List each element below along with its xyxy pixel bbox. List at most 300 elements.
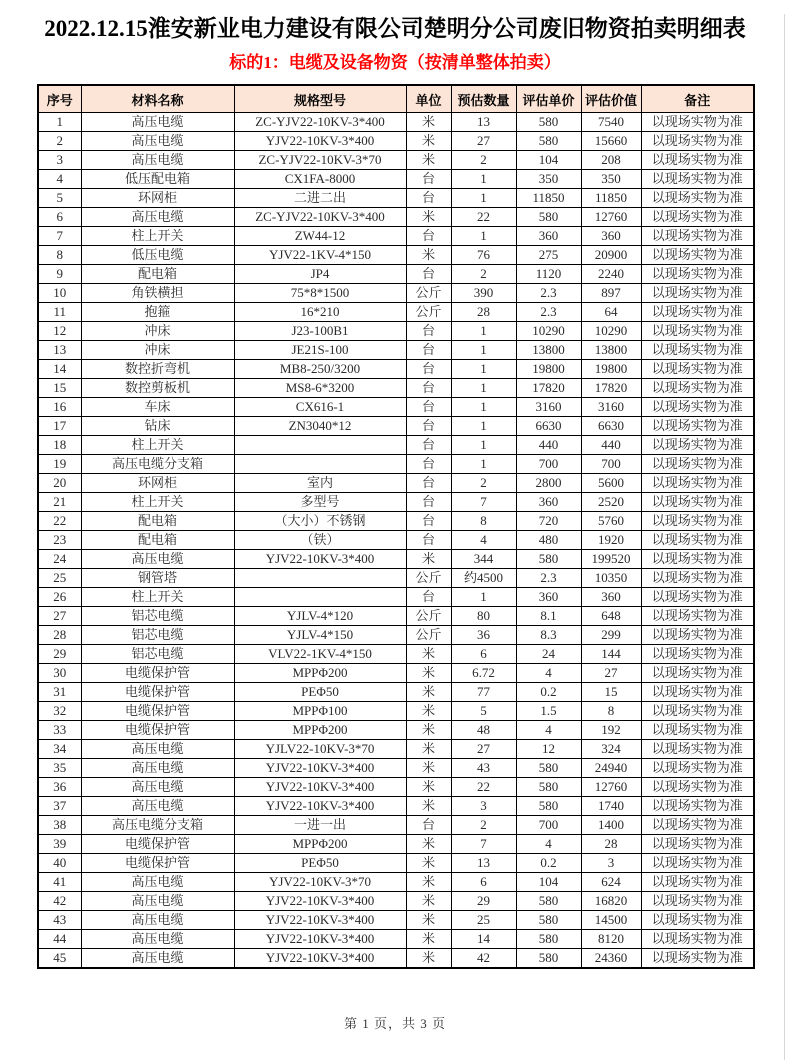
cell-value: 1400 bbox=[581, 816, 641, 835]
cell-spec: CX616-1 bbox=[234, 398, 406, 417]
cell-value: 1740 bbox=[581, 797, 641, 816]
cell-qty: 22 bbox=[451, 208, 516, 227]
cell-qty: 1 bbox=[451, 455, 516, 474]
table-row bbox=[38, 607, 754, 626]
cell-price: 2.3 bbox=[516, 303, 581, 322]
cell-value: 7540 bbox=[581, 113, 641, 132]
table-row bbox=[38, 664, 754, 683]
cell-no: 27 bbox=[38, 607, 81, 626]
cell-no: 13 bbox=[38, 341, 81, 360]
cell-spec: MPPΦ200 bbox=[234, 721, 406, 740]
cell-unit: 台 bbox=[406, 531, 451, 550]
cell-value: 12760 bbox=[581, 208, 641, 227]
cell-name: 数控折弯机 bbox=[81, 360, 234, 379]
cell-spec: YJLV-4*120 bbox=[234, 607, 406, 626]
cell-note: 以现场实物为准 bbox=[641, 151, 754, 170]
cell-value: 20900 bbox=[581, 246, 641, 265]
cell-value: 350 bbox=[581, 170, 641, 189]
cell-note: 以现场实物为准 bbox=[641, 569, 754, 588]
table-row bbox=[38, 360, 754, 379]
cell-qty: 25 bbox=[451, 911, 516, 930]
page-title: 2022.12.15淮安新业电力建设有限公司楚明分公司废旧物资拍卖明细表 bbox=[44, 16, 746, 41]
cell-value: 10350 bbox=[581, 569, 641, 588]
cell-price: 580 bbox=[516, 132, 581, 151]
cell-unit: 米 bbox=[406, 664, 451, 683]
cell-qty: 2 bbox=[451, 474, 516, 493]
cell-name: 钻床 bbox=[81, 417, 234, 436]
cell-spec: ZC-YJV22-10KV-3*400 bbox=[234, 113, 406, 132]
table-row bbox=[38, 759, 754, 778]
cell-spec: JE21S-100 bbox=[234, 341, 406, 360]
table-row bbox=[38, 949, 754, 969]
cell-name: 低压电缆 bbox=[81, 246, 234, 265]
cell-price: 580 bbox=[516, 797, 581, 816]
cell-value: 2520 bbox=[581, 493, 641, 512]
cell-value: 11850 bbox=[581, 189, 641, 208]
cell-name: 高压电缆分支箱 bbox=[81, 455, 234, 474]
cell-spec: ZC-YJV22-10KV-3*400 bbox=[234, 208, 406, 227]
cell-price: 440 bbox=[516, 436, 581, 455]
cell-no: 8 bbox=[38, 246, 81, 265]
table-row bbox=[38, 398, 754, 417]
cell-spec: YJV22-10KV-3*400 bbox=[234, 550, 406, 569]
table-row bbox=[38, 474, 754, 493]
cell-qty: 22 bbox=[451, 778, 516, 797]
table-row bbox=[38, 436, 754, 455]
cell-value: 360 bbox=[581, 227, 641, 246]
cell-qty: 6 bbox=[451, 645, 516, 664]
cell-unit: 米 bbox=[406, 740, 451, 759]
cell-qty: 48 bbox=[451, 721, 516, 740]
cell-name: 角铁横担 bbox=[81, 284, 234, 303]
cell-value: 324 bbox=[581, 740, 641, 759]
cell-value: 13800 bbox=[581, 341, 641, 360]
cell-unit: 台 bbox=[406, 341, 451, 360]
cell-qty: 28 bbox=[451, 303, 516, 322]
cell-note: 以现场实物为准 bbox=[641, 721, 754, 740]
cell-note: 以现场实物为准 bbox=[641, 873, 754, 892]
column-header: 规格型号 bbox=[234, 85, 406, 113]
cell-spec: 室内 bbox=[234, 474, 406, 493]
cell-note: 以现场实物为准 bbox=[641, 588, 754, 607]
cell-spec: YJLV22-10KV-3*70 bbox=[234, 740, 406, 759]
cell-qty: 344 bbox=[451, 550, 516, 569]
cell-unit: 台 bbox=[406, 398, 451, 417]
cell-name: 车床 bbox=[81, 398, 234, 417]
cell-unit: 米 bbox=[406, 683, 451, 702]
cell-name: 高压电缆 bbox=[81, 949, 234, 969]
cell-no: 35 bbox=[38, 759, 81, 778]
cell-unit: 米 bbox=[406, 246, 451, 265]
cell-name: 配电箱 bbox=[81, 265, 234, 284]
cell-qty: 约4500 bbox=[451, 569, 516, 588]
cell-no: 31 bbox=[38, 683, 81, 702]
cell-price: 104 bbox=[516, 873, 581, 892]
cell-value: 5600 bbox=[581, 474, 641, 493]
cell-unit: 台 bbox=[406, 189, 451, 208]
cell-name: 柱上开关 bbox=[81, 227, 234, 246]
cell-qty: 14 bbox=[451, 930, 516, 949]
subtitle: 标的1：电缆及设备物资（按清单整体拍卖） bbox=[229, 53, 561, 72]
table-row bbox=[38, 113, 754, 132]
cell-unit: 米 bbox=[406, 132, 451, 151]
cell-qty: 1 bbox=[451, 227, 516, 246]
cell-unit: 台 bbox=[406, 588, 451, 607]
table-row bbox=[38, 873, 754, 892]
cell-spec: 多型号 bbox=[234, 493, 406, 512]
cell-no: 1 bbox=[38, 113, 81, 132]
cell-price: 580 bbox=[516, 208, 581, 227]
cell-no: 22 bbox=[38, 512, 81, 531]
cell-spec: YJV22-10KV-3*400 bbox=[234, 797, 406, 816]
cell-no: 40 bbox=[38, 854, 81, 873]
table-row bbox=[38, 303, 754, 322]
cell-note: 以现场实物为准 bbox=[641, 702, 754, 721]
cell-note: 以现场实物为准 bbox=[641, 208, 754, 227]
cell-no: 45 bbox=[38, 949, 81, 969]
cell-note: 以现场实物为准 bbox=[641, 227, 754, 246]
cell-qty: 1 bbox=[451, 322, 516, 341]
cell-no: 26 bbox=[38, 588, 81, 607]
cell-unit: 台 bbox=[406, 227, 451, 246]
table-row bbox=[38, 322, 754, 341]
cell-unit: 台 bbox=[406, 379, 451, 398]
cell-qty: 27 bbox=[451, 132, 516, 151]
cell-price: 2.3 bbox=[516, 284, 581, 303]
cell-qty: 2 bbox=[451, 816, 516, 835]
cell-no: 42 bbox=[38, 892, 81, 911]
cell-qty: 3 bbox=[451, 797, 516, 816]
cell-qty: 27 bbox=[451, 740, 516, 759]
cell-note: 以现场实物为准 bbox=[641, 360, 754, 379]
cell-spec: ZW44-12 bbox=[234, 227, 406, 246]
column-header: 序号 bbox=[38, 85, 81, 113]
cell-price: 700 bbox=[516, 816, 581, 835]
cell-unit: 米 bbox=[406, 113, 451, 132]
cell-note: 以现场实物为准 bbox=[641, 436, 754, 455]
cell-unit: 米 bbox=[406, 854, 451, 873]
table-row bbox=[38, 170, 754, 189]
cell-name: 高压电缆 bbox=[81, 132, 234, 151]
cell-spec: ZC-YJV22-10KV-3*70 bbox=[234, 151, 406, 170]
cell-spec: （大小）不锈钢 bbox=[234, 512, 406, 531]
table-row bbox=[38, 227, 754, 246]
cell-unit: 米 bbox=[406, 208, 451, 227]
table-row bbox=[38, 265, 754, 284]
cell-no: 5 bbox=[38, 189, 81, 208]
cell-no: 10 bbox=[38, 284, 81, 303]
cell-spec: JP4 bbox=[234, 265, 406, 284]
cell-value: 14500 bbox=[581, 911, 641, 930]
cell-qty: 390 bbox=[451, 284, 516, 303]
table-row bbox=[38, 151, 754, 170]
cell-spec: CX1FA-8000 bbox=[234, 170, 406, 189]
cell-value: 199520 bbox=[581, 550, 641, 569]
cell-unit: 米 bbox=[406, 892, 451, 911]
cell-price: 11850 bbox=[516, 189, 581, 208]
cell-note: 以现场实物为准 bbox=[641, 550, 754, 569]
cell-value: 299 bbox=[581, 626, 641, 645]
cell-qty: 1 bbox=[451, 417, 516, 436]
table-row bbox=[38, 550, 754, 569]
cell-no: 24 bbox=[38, 550, 81, 569]
cell-spec: YJV22-10KV-3*400 bbox=[234, 778, 406, 797]
cell-name: 电缆保护管 bbox=[81, 721, 234, 740]
cell-unit: 米 bbox=[406, 645, 451, 664]
table-row bbox=[38, 854, 754, 873]
cell-value: 17820 bbox=[581, 379, 641, 398]
cell-name: 冲床 bbox=[81, 341, 234, 360]
cell-price: 4 bbox=[516, 664, 581, 683]
table-row bbox=[38, 835, 754, 854]
cell-note: 以现场实物为准 bbox=[641, 303, 754, 322]
cell-spec: YJV22-10KV-3*400 bbox=[234, 759, 406, 778]
cell-note: 以现场实物为准 bbox=[641, 892, 754, 911]
cell-price: 350 bbox=[516, 170, 581, 189]
cell-unit: 台 bbox=[406, 455, 451, 474]
table-row bbox=[38, 797, 754, 816]
cell-value: 15660 bbox=[581, 132, 641, 151]
cell-no: 20 bbox=[38, 474, 81, 493]
cell-price: 13800 bbox=[516, 341, 581, 360]
cell-note: 以现场实物为准 bbox=[641, 911, 754, 930]
cell-name: 电缆保护管 bbox=[81, 683, 234, 702]
cell-value: 16820 bbox=[581, 892, 641, 911]
cell-qty: 1 bbox=[451, 398, 516, 417]
column-header: 评估价值 bbox=[581, 85, 641, 113]
cell-value: 8120 bbox=[581, 930, 641, 949]
cell-price: 580 bbox=[516, 911, 581, 930]
page-footer: 第 1 页，共 3 页 bbox=[343, 1016, 446, 1031]
cell-unit: 米 bbox=[406, 930, 451, 949]
cell-no: 16 bbox=[38, 398, 81, 417]
cell-qty: 2 bbox=[451, 151, 516, 170]
cell-name: 高压电缆 bbox=[81, 550, 234, 569]
cell-unit: 台 bbox=[406, 417, 451, 436]
cell-no: 38 bbox=[38, 816, 81, 835]
cell-note: 以现场实物为准 bbox=[641, 835, 754, 854]
cell-unit: 公斤 bbox=[406, 303, 451, 322]
cell-note: 以现场实物为准 bbox=[641, 265, 754, 284]
cell-value: 2240 bbox=[581, 265, 641, 284]
cell-unit: 米 bbox=[406, 911, 451, 930]
cell-qty: 4 bbox=[451, 531, 516, 550]
cell-value: 440 bbox=[581, 436, 641, 455]
cell-qty: 7 bbox=[451, 493, 516, 512]
table-row bbox=[38, 341, 754, 360]
table-row bbox=[38, 246, 754, 265]
cell-note: 以现场实物为准 bbox=[641, 759, 754, 778]
cell-unit: 台 bbox=[406, 474, 451, 493]
cell-unit: 台 bbox=[406, 170, 451, 189]
cell-name: 电缆保护管 bbox=[81, 664, 234, 683]
cell-price: 360 bbox=[516, 493, 581, 512]
cell-unit: 台 bbox=[406, 816, 451, 835]
cell-qty: 8 bbox=[451, 512, 516, 531]
cell-note: 以现场实物为准 bbox=[641, 379, 754, 398]
cell-qty: 1 bbox=[451, 189, 516, 208]
cell-no: 30 bbox=[38, 664, 81, 683]
cell-price: 580 bbox=[516, 759, 581, 778]
cell-name: 冲床 bbox=[81, 322, 234, 341]
cell-unit: 米 bbox=[406, 151, 451, 170]
cell-note: 以现场实物为准 bbox=[641, 683, 754, 702]
cell-qty: 43 bbox=[451, 759, 516, 778]
cell-value: 12760 bbox=[581, 778, 641, 797]
cell-unit: 米 bbox=[406, 949, 451, 969]
cell-spec: YJV22-10KV-3*400 bbox=[234, 911, 406, 930]
table-row bbox=[38, 930, 754, 949]
cell-no: 9 bbox=[38, 265, 81, 284]
cell-value: 897 bbox=[581, 284, 641, 303]
cell-no: 28 bbox=[38, 626, 81, 645]
cell-name: 柱上开关 bbox=[81, 493, 234, 512]
cell-name: 高压电缆 bbox=[81, 208, 234, 227]
cell-note: 以现场实物为准 bbox=[641, 930, 754, 949]
cell-name: 高压电缆分支箱 bbox=[81, 816, 234, 835]
column-header: 评估单价 bbox=[516, 85, 581, 113]
cell-no: 6 bbox=[38, 208, 81, 227]
cell-name: 高压电缆 bbox=[81, 892, 234, 911]
cell-value: 700 bbox=[581, 455, 641, 474]
cell-name: 配电箱 bbox=[81, 531, 234, 550]
cell-unit: 米 bbox=[406, 759, 451, 778]
cell-note: 以现场实物为准 bbox=[641, 854, 754, 873]
cell-note: 以现场实物为准 bbox=[641, 322, 754, 341]
cell-value: 208 bbox=[581, 151, 641, 170]
cell-spec: ZN3040*12 bbox=[234, 417, 406, 436]
cell-qty: 1 bbox=[451, 379, 516, 398]
cell-spec: YJV22-10KV-3*400 bbox=[234, 892, 406, 911]
cell-name: 高压电缆 bbox=[81, 151, 234, 170]
cell-note: 以现场实物为准 bbox=[641, 341, 754, 360]
cell-price: 104 bbox=[516, 151, 581, 170]
cell-qty: 42 bbox=[451, 949, 516, 969]
cell-value: 648 bbox=[581, 607, 641, 626]
cell-spec: MB8-250/3200 bbox=[234, 360, 406, 379]
table-row bbox=[38, 189, 754, 208]
cell-unit: 台 bbox=[406, 322, 451, 341]
cell-price: 0.2 bbox=[516, 854, 581, 873]
cell-no: 39 bbox=[38, 835, 81, 854]
cell-unit: 公斤 bbox=[406, 626, 451, 645]
cell-name: 钢管塔 bbox=[81, 569, 234, 588]
cell-unit: 米 bbox=[406, 778, 451, 797]
cell-name: 电缆保护管 bbox=[81, 702, 234, 721]
cell-spec: MS8-6*3200 bbox=[234, 379, 406, 398]
cell-name: 环网柜 bbox=[81, 189, 234, 208]
column-header: 材料名称 bbox=[81, 85, 234, 113]
column-header: 备注 bbox=[641, 85, 754, 113]
cell-note: 以现场实物为准 bbox=[641, 664, 754, 683]
cell-note: 以现场实物为准 bbox=[641, 455, 754, 474]
table-row bbox=[38, 512, 754, 531]
cell-spec: MPPΦ200 bbox=[234, 835, 406, 854]
cell-spec: PEΦ50 bbox=[234, 683, 406, 702]
cell-no: 44 bbox=[38, 930, 81, 949]
cell-note: 以现场实物为准 bbox=[641, 398, 754, 417]
cell-price: 580 bbox=[516, 778, 581, 797]
cell-note: 以现场实物为准 bbox=[641, 189, 754, 208]
cell-no: 37 bbox=[38, 797, 81, 816]
cell-price: 720 bbox=[516, 512, 581, 531]
cell-note: 以现场实物为准 bbox=[641, 645, 754, 664]
cell-name: 高压电缆 bbox=[81, 930, 234, 949]
cell-no: 34 bbox=[38, 740, 81, 759]
cell-name: 铝芯电缆 bbox=[81, 607, 234, 626]
cell-qty: 36 bbox=[451, 626, 516, 645]
cell-unit: 台 bbox=[406, 265, 451, 284]
table-row bbox=[38, 531, 754, 550]
cell-qty: 13 bbox=[451, 854, 516, 873]
cell-qty: 7 bbox=[451, 835, 516, 854]
cell-value: 192 bbox=[581, 721, 641, 740]
cell-no: 12 bbox=[38, 322, 81, 341]
cell-unit: 台 bbox=[406, 436, 451, 455]
cell-name: 环网柜 bbox=[81, 474, 234, 493]
table-row bbox=[38, 721, 754, 740]
cell-spec: MPPΦ200 bbox=[234, 664, 406, 683]
cell-no: 2 bbox=[38, 132, 81, 151]
cell-name: 柱上开关 bbox=[81, 588, 234, 607]
cell-price: 275 bbox=[516, 246, 581, 265]
cell-name: 抱箍 bbox=[81, 303, 234, 322]
cell-qty: 29 bbox=[451, 892, 516, 911]
cell-unit: 公斤 bbox=[406, 569, 451, 588]
cell-price: 12 bbox=[516, 740, 581, 759]
cell-unit: 米 bbox=[406, 721, 451, 740]
cell-spec: MPPΦ100 bbox=[234, 702, 406, 721]
cell-note: 以现场实物为准 bbox=[641, 816, 754, 835]
cell-note: 以现场实物为准 bbox=[641, 949, 754, 969]
cell-value: 64 bbox=[581, 303, 641, 322]
cell-spec: YJLV-4*150 bbox=[234, 626, 406, 645]
cell-price: 580 bbox=[516, 550, 581, 569]
cell-value: 24940 bbox=[581, 759, 641, 778]
table-row bbox=[38, 417, 754, 436]
cell-unit: 米 bbox=[406, 835, 451, 854]
cell-value: 624 bbox=[581, 873, 641, 892]
cell-note: 以现场实物为准 bbox=[641, 284, 754, 303]
cell-no: 32 bbox=[38, 702, 81, 721]
cell-price: 3160 bbox=[516, 398, 581, 417]
cell-no: 7 bbox=[38, 227, 81, 246]
cell-spec: PEΦ50 bbox=[234, 854, 406, 873]
cell-name: 电缆保护管 bbox=[81, 854, 234, 873]
cell-note: 以现场实物为准 bbox=[641, 474, 754, 493]
cell-price: 360 bbox=[516, 588, 581, 607]
table-row bbox=[38, 645, 754, 664]
cell-qty: 76 bbox=[451, 246, 516, 265]
cell-note: 以现场实物为准 bbox=[641, 113, 754, 132]
cell-price: 24 bbox=[516, 645, 581, 664]
cell-value: 19800 bbox=[581, 360, 641, 379]
table-row bbox=[38, 493, 754, 512]
cell-qty: 1 bbox=[451, 341, 516, 360]
cell-price: 17820 bbox=[516, 379, 581, 398]
cell-unit: 米 bbox=[406, 702, 451, 721]
cell-spec: VLV22-1KV-4*150 bbox=[234, 645, 406, 664]
cell-qty: 1 bbox=[451, 436, 516, 455]
cell-spec: YJV22-10KV-3*400 bbox=[234, 930, 406, 949]
cell-spec bbox=[234, 569, 406, 588]
cell-note: 以现场实物为准 bbox=[641, 626, 754, 645]
cell-note: 以现场实物为准 bbox=[641, 132, 754, 151]
cell-price: 580 bbox=[516, 892, 581, 911]
cell-price: 580 bbox=[516, 113, 581, 132]
cell-unit: 台 bbox=[406, 493, 451, 512]
cell-value: 360 bbox=[581, 588, 641, 607]
